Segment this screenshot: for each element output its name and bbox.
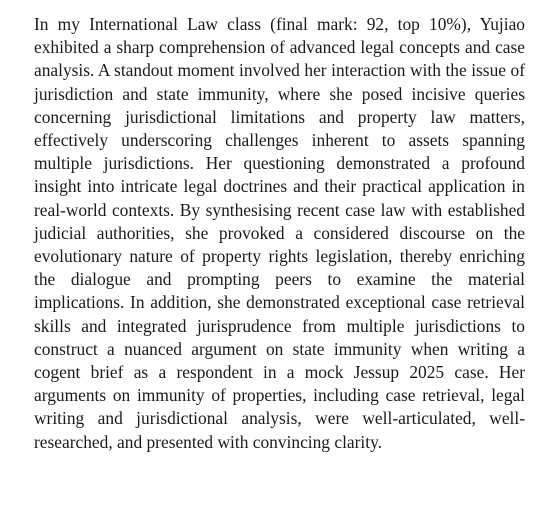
recommendation-paragraph: In my International Law class (final mark: 92, top 10%), Yujiao exhibited a sharp comprehension of advanced legal concepts and case analysis. A standout moment involved her interaction with the issue of jurisdiction and state immunity, where she posed incisive queries concerning jurisdictional limitations and property law matters, effectively underscoring challenges inherent to assets spanning multiple jurisdictions. Her questioning demonstrated a profound insight into intricate legal doctrines and their practical application in real-world contexts. By synthesising recent case law with established judicial authorities, she provoked a considered discourse on the evolutionary nature of property rights legislation, thereby enriching the dialogue and prompting peers to examine the material implications. In addition, she demonstrated exceptional case retrieval skills and integrated jurisprudence from multiple jurisdictions to construct a nuanced argument on state immunity when writing a cogent brief as a respondent in a mock Jessup 2025 case. Her arguments on immunity of properties, including case retrieval, legal writing and jurisdictional analysis, were well-articulated, well-researched, and presented with convincing clarity.	[34, 14, 525, 452]
document-body	[34, 13, 525, 454]
